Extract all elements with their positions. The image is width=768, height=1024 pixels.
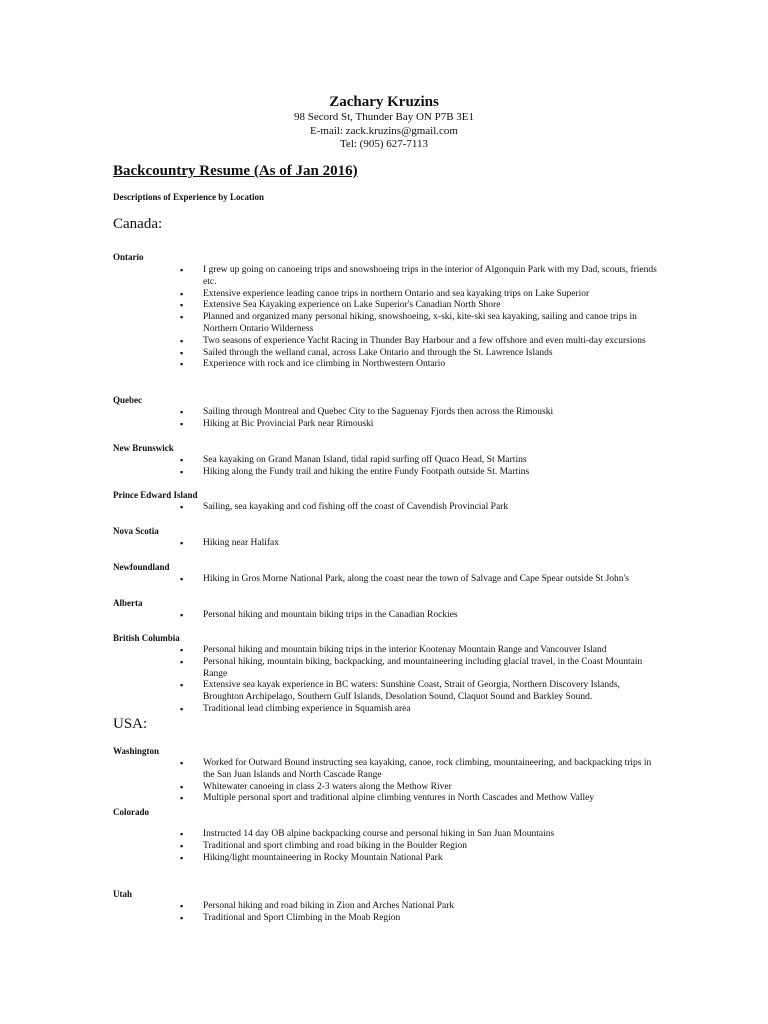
list-item: ▪ Hiking in Gros Morne National Park, along the coast near the town of Salvage and Cape Spear outside St John's: [180, 574, 660, 586]
washington-list: [180, 758, 660, 805]
list-item: ▪ I grew up going on canoeing trips and snowshoeing trips in the interior of Algonquin Park with my Dad, scouts, friends etc.: [180, 265, 660, 289]
region-heading-alberta: Alberta: [113, 598, 143, 608]
region-heading-british-columbia: British Columbia: [113, 633, 180, 643]
list-item: ▪ Extensive experience leading canoe trips in northern Ontario and sea kayaking trips on Lake Superior: [180, 289, 660, 301]
region-heading-new-brunswick: New Brunswick: [113, 443, 174, 453]
list-item: ▪ Whitewater canoeing in class 2-3 waters along the Methow River: [180, 782, 660, 794]
new-brunswick-list: [180, 455, 660, 479]
nova-scotia-list: [180, 538, 660, 550]
resume-header: [0, 93, 768, 152]
list-item: ▪ Multiple personal sport and traditional alpine climbing ventures in North Cascades and Methow Valley: [180, 793, 660, 805]
resume-title: Backcountry Resume (As of Jan 2016): [113, 163, 358, 179]
ontario-list: [180, 265, 660, 371]
region-heading-washington: Washington: [113, 746, 160, 756]
list-item: ▪ Two seasons of experience Yacht Racing in Thunder Bay Harbour and a few offshore and even multi-day excursions: [180, 336, 660, 348]
list-item: ▪ Traditional and sport climbing and road biking in the Boulder Region: [180, 841, 660, 853]
list-item: ▪ Hiking/light mountaineering in Rocky Mountain National Park: [180, 853, 660, 865]
british-columbia-list: [180, 645, 660, 716]
region-heading-newfoundland: Newfoundland: [113, 562, 170, 572]
resume-subtitle: Descriptions of Experience by Location: [113, 192, 264, 202]
list-item: ▪ Traditional and Sport Climbing in the Moab Region: [180, 913, 660, 925]
phone: Tel: (905) 627-7113: [339, 138, 429, 150]
alberta-list: [180, 610, 660, 622]
country-heading-canada: Canada:: [113, 216, 163, 232]
country-heading-usa: USA:: [113, 716, 148, 732]
list-item: ▪ Personal hiking and mountain biking trips in the interior Kootenay Mountain Range and Vancouver Island: [180, 645, 660, 657]
colorado-list: [180, 829, 660, 864]
list-item: ▪ Sailing through Montreal and Quebec City to the Saguenay Fjords then across the Rimouski: [180, 407, 660, 419]
address: 98 Secord St, Thunder Bay ON P7B 3E1: [293, 111, 475, 123]
region-heading-utah: Utah: [113, 889, 133, 899]
list-item: ▪ Sailed through the welland canal, across Lake Ontario and through the St. Lawrence Islands: [180, 348, 660, 360]
region-heading-colorado: Colorado: [113, 807, 149, 817]
list-item: ▪ Extensive sea kayak experience in BC waters: Sunshine Coast, Strait of Georgia, Northern Discovery Islands, Broughton Archipelago, Southern Gulf Islands, Desolation Sound, Claquot Sound and Barkley Sound.: [180, 680, 660, 704]
list-item: ▪ Hiking near Halifax: [180, 538, 660, 550]
region-heading-ontario: Ontario: [113, 252, 144, 262]
region-heading-pei: Prince Edward Island: [113, 490, 198, 500]
email: E-mail: zack.kruzins@gmail.com: [310, 124, 458, 137]
list-item: ▪ Personal hiking, mountain biking, backpacking, and mountaineering including glacial travel, in the Coast Mountain Range: [180, 657, 660, 681]
list-item: ▪ Experience with rock and ice climbing in Northwestern Ontario: [180, 359, 660, 371]
list-item: ▪ Instructed 14 day OB alpine backpacking course and personal hiking in San Juan Mountains: [180, 829, 660, 841]
list-item: ▪ Planned and organized many personal hiking, snowshoeing, x-ski, kite-ski sea kayaking, sailing and canoe trips in Northern Ontario Wilderness: [180, 312, 660, 336]
utah-list: [180, 901, 660, 925]
newfoundland-list: [180, 574, 660, 586]
list-item: ▪ Personal hiking and road biking in Zion and Arches National Park: [180, 901, 660, 913]
list-item: ▪ Traditional lead climbing experience in Squamish area: [180, 704, 660, 716]
list-item: ▪ Personal hiking and mountain biking trips in the Canadian Rockies: [180, 610, 660, 622]
person-name: Zachary Kruzins: [329, 94, 439, 110]
list-item: ▪ Sea kayaking on Grand Manan Island, tidal rapid surfing off Quaco Head, St Martins: [180, 455, 660, 467]
region-heading-quebec: Quebec: [113, 395, 142, 405]
quebec-list: [180, 407, 660, 431]
list-item: ▪ Worked for Outward Bound instructing sea kayaking, canoe, rock climbing, mountaineering, and backpacking trips in the San Juan Islands and North Cascade Range: [180, 758, 660, 782]
pei-list: [180, 502, 660, 514]
list-item: ▪ Sailing, sea kayaking and cod fishing off the coast of Cavendish Provincial Park: [180, 502, 660, 514]
list-item: ▪ Extensive Sea Kayaking experience on Lake Superior's Canadian North Shore: [180, 300, 660, 312]
list-item: ▪ Hiking along the Fundy trail and hiking the entire Fundy Footpath outside St. Martins: [180, 467, 660, 479]
region-heading-nova-scotia: Nova Scotia: [113, 526, 159, 536]
list-item: ▪ Hiking at Bic Provincial Park near Rimouski: [180, 419, 660, 431]
